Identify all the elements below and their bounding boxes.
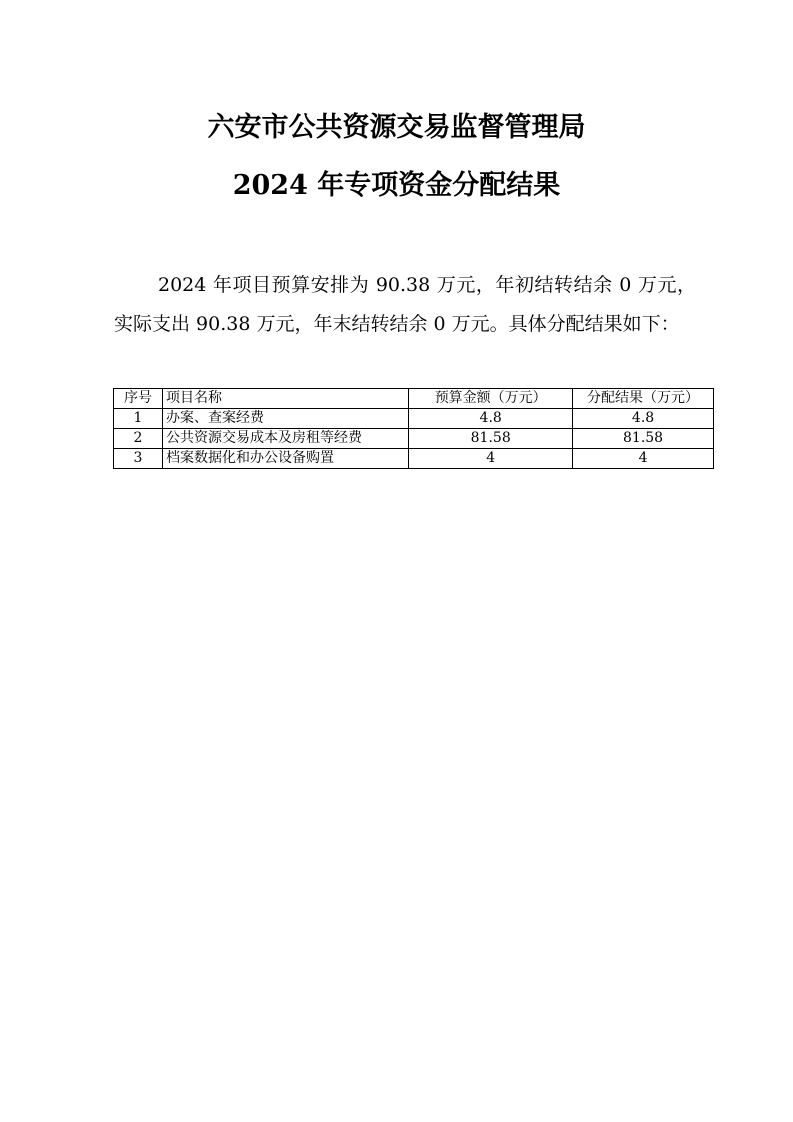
table-row	[114, 429, 714, 449]
header-budget: 预算金额（万元）	[409, 389, 573, 409]
cell-result: 4	[573, 449, 714, 469]
cell-name: 公共资源交易成本及房租等经费	[163, 429, 409, 449]
intro-paragraph: 2024 年项目预算安排为 90.38 万元，年初结转结余 0 万元，实际支出 90.38 万元，年末结转结余 0 万元。具体分配结果如下：	[114, 274, 696, 335]
cell-budget: 4.8	[409, 409, 573, 429]
cell-name: 办案、查案经费	[163, 409, 409, 429]
cell-budget: 81.58	[409, 429, 573, 449]
cell-name: 档案数据化和办公设备购置	[163, 449, 409, 469]
cell-no: 1	[114, 409, 163, 429]
cell-result: 4.8	[573, 409, 714, 429]
table-row	[114, 449, 714, 469]
cell-result: 81.58	[573, 429, 714, 449]
cell-no: 3	[114, 449, 163, 469]
table-row	[114, 409, 714, 429]
header-result: 分配结果（万元）	[573, 389, 714, 409]
header-no: 序号	[114, 389, 163, 409]
table-header-row	[114, 389, 714, 409]
allocation-table	[113, 388, 714, 469]
document-subtitle: 2024 年专项资金分配结果	[232, 170, 561, 201]
cell-budget: 4	[409, 449, 573, 469]
header-name: 项目名称	[163, 389, 409, 409]
document-title: 六安市公共资源交易监督管理局	[207, 112, 586, 143]
cell-no: 2	[114, 429, 163, 449]
